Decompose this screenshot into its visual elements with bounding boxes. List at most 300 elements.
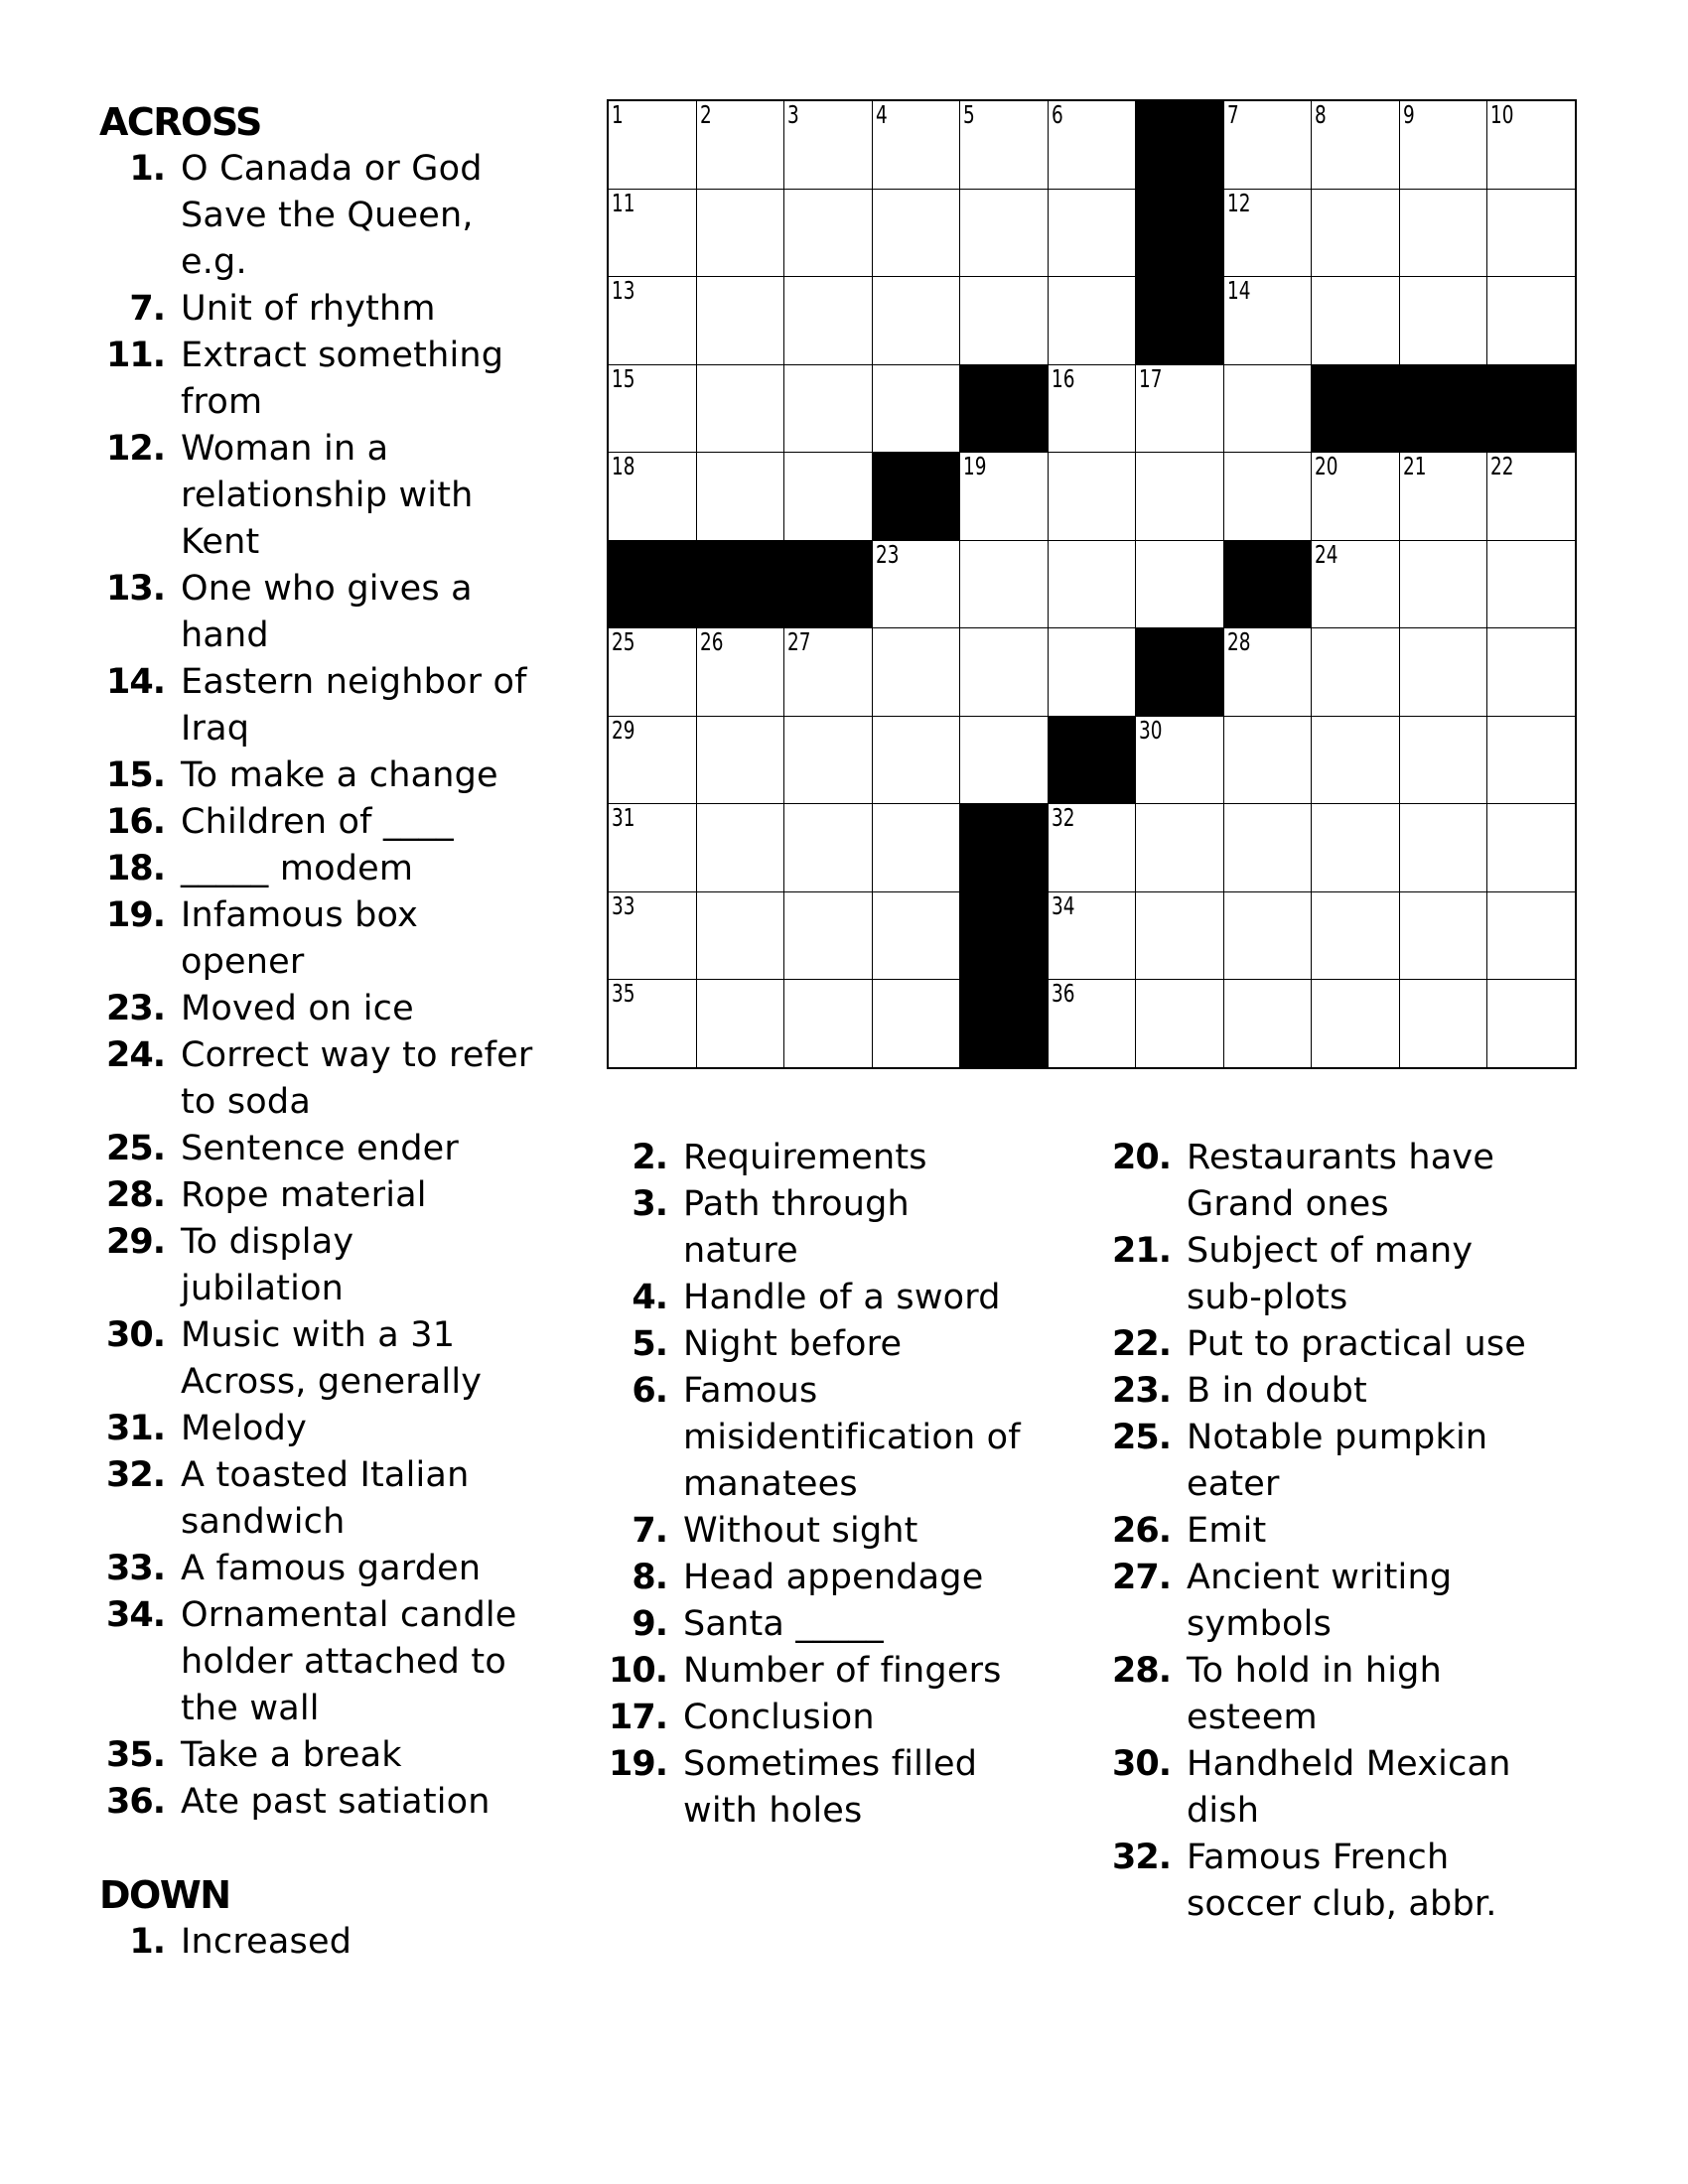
grid-cell[interactable]	[609, 628, 696, 716]
clue-number: 20.	[1111, 1138, 1171, 1177]
grid-cell[interactable]	[873, 892, 960, 980]
clue-item	[1105, 1741, 1621, 1835]
grid-cell[interactable]	[609, 804, 696, 891]
grid-cell[interactable]	[1400, 892, 1487, 980]
black-cell	[1312, 365, 1399, 453]
grid-cell[interactable]	[1224, 101, 1312, 189]
clue-text-line: Head appendage	[683, 1558, 984, 1597]
grid-cell[interactable]	[1224, 804, 1312, 891]
grid-cell[interactable]	[1400, 453, 1487, 540]
grid-cell[interactable]	[784, 277, 872, 364]
clue-number: 25.	[1111, 1418, 1171, 1457]
cell-number: 33	[612, 890, 635, 920]
grid-cell[interactable]	[960, 190, 1048, 277]
clue-number: 7.	[632, 1511, 667, 1551]
cell-number: 25	[612, 627, 635, 657]
grid-cell[interactable]	[1224, 277, 1312, 364]
clue-item	[1105, 1368, 1621, 1415]
clue-number: 23.	[105, 989, 165, 1028]
grid-cell[interactable]	[1049, 190, 1136, 277]
grid-cell[interactable]	[784, 365, 872, 453]
grid-cell[interactable]	[1312, 804, 1399, 891]
grid-cell[interactable]	[1487, 277, 1575, 364]
clue-item	[99, 286, 596, 333]
clue-text-line: Handle of a sword	[683, 1278, 1001, 1317]
grid-cell[interactable]	[1400, 717, 1487, 804]
grid-cell[interactable]	[1487, 628, 1575, 716]
clue-text-line: Famous French	[1187, 1838, 1450, 1877]
clue-text-line: esteem	[1187, 1698, 1318, 1737]
cell-number: 26	[699, 627, 724, 657]
clue-item	[99, 752, 596, 799]
black-cell	[1224, 541, 1312, 628]
clue-text-line: Melody	[181, 1409, 307, 1448]
across-heading: ACROSS	[99, 100, 261, 144]
grid-cell[interactable]	[1224, 980, 1312, 1067]
clue-text-line: Rope material	[181, 1175, 427, 1215]
grid-cell[interactable]	[960, 453, 1048, 540]
grid-cell[interactable]	[697, 453, 784, 540]
clue-item	[602, 1695, 1078, 1741]
clue-text-line: misidentification of	[683, 1418, 1021, 1457]
across-clue-list	[99, 146, 596, 1826]
grid-cell[interactable]	[1400, 277, 1487, 364]
clue-text-line: holder attached to	[181, 1642, 506, 1682]
clue-number: 32.	[105, 1455, 165, 1495]
grid-cell[interactable]	[697, 101, 784, 189]
grid-cell[interactable]	[1312, 980, 1399, 1067]
clue-text-line: B in doubt	[1187, 1371, 1367, 1411]
grid-cell[interactable]	[1136, 541, 1223, 628]
clue-text-line: Take a break	[181, 1735, 402, 1775]
black-cell	[609, 541, 696, 628]
grid-cell[interactable]	[1400, 101, 1487, 189]
grid-cell[interactable]	[960, 717, 1048, 804]
cell-number: 32	[1051, 803, 1075, 833]
clue-item	[602, 1601, 1078, 1648]
cell-number: 31	[612, 803, 635, 833]
grid-cell[interactable]	[1224, 892, 1312, 980]
clue-text-line: e.g.	[181, 242, 247, 282]
grid-cell[interactable]	[1224, 717, 1312, 804]
grid-cell[interactable]	[784, 190, 872, 277]
grid-cell[interactable]	[609, 717, 696, 804]
clue-number: 3.	[632, 1184, 667, 1224]
cell-number: 21	[1402, 452, 1427, 481]
clue-item	[602, 1368, 1078, 1508]
clue-item	[602, 1135, 1078, 1181]
cell-number: 29	[612, 715, 635, 745]
down-clue-list-2	[602, 1135, 1078, 1835]
grid-cell[interactable]	[1487, 980, 1575, 1067]
black-cell	[1400, 365, 1487, 453]
clue-text-line: Music with a 31	[181, 1315, 456, 1355]
grid-cell[interactable]	[697, 980, 784, 1067]
clue-text-line: Ornamental candle	[181, 1595, 517, 1635]
clue-item	[602, 1275, 1078, 1321]
cell-number: 17	[1139, 363, 1163, 393]
grid-cell[interactable]	[1312, 717, 1399, 804]
grid-cell[interactable]	[1312, 628, 1399, 716]
black-cell	[1049, 717, 1136, 804]
clue-item	[99, 799, 596, 846]
clue-text-line: eater	[1187, 1464, 1280, 1504]
clue-text-line: One who gives a	[181, 569, 473, 609]
black-cell	[960, 365, 1048, 453]
cell-number: 9	[1402, 100, 1415, 129]
clue-item	[1105, 1135, 1621, 1228]
grid-cell[interactable]	[697, 190, 784, 277]
clue-text-line: manatees	[683, 1464, 858, 1504]
clue-text-line: Iraq	[181, 709, 250, 749]
grid-cell[interactable]	[873, 277, 960, 364]
clue-number: 28.	[105, 1175, 165, 1215]
grid-cell[interactable]	[609, 892, 696, 980]
clue-text-line: sub-plots	[1187, 1278, 1348, 1317]
clue-number: 5.	[632, 1324, 667, 1364]
clue-number: 23.	[1111, 1371, 1171, 1411]
grid-cell[interactable]	[873, 541, 960, 628]
clue-item	[1105, 1508, 1621, 1555]
clue-text-line: To make a change	[181, 755, 498, 795]
grid-cell[interactable]	[873, 804, 960, 891]
clue-item	[99, 426, 596, 566]
cell-number: 27	[787, 627, 811, 657]
clue-text-line: relationship with	[181, 476, 474, 515]
grid-cell[interactable]	[784, 804, 872, 891]
clue-number: 16.	[105, 802, 165, 842]
clue-text-line: Extract something	[181, 336, 504, 375]
clue-number: 26.	[1111, 1511, 1171, 1551]
grid-cell[interactable]	[784, 980, 872, 1067]
clue-text-line: Restaurants have	[1187, 1138, 1495, 1177]
grid-cell[interactable]	[609, 980, 696, 1067]
cell-number: 8	[1315, 100, 1328, 129]
clue-text-line: Night before	[683, 1324, 903, 1364]
clue-text-line: To hold in high	[1187, 1651, 1442, 1691]
clue-item	[602, 1508, 1078, 1555]
cell-number: 11	[612, 188, 635, 217]
grid-cell[interactable]	[1049, 541, 1136, 628]
clue-text-line: hand	[181, 615, 269, 655]
grid-cell[interactable]	[1400, 190, 1487, 277]
down-clues-column-2	[602, 1135, 1078, 1835]
cell-number: 13	[612, 276, 635, 306]
crossword-grid	[607, 99, 1577, 1069]
clue-text-line: from	[181, 382, 263, 422]
clue-item	[99, 1219, 596, 1312]
grid-cell[interactable]	[1400, 980, 1487, 1067]
grid-cell[interactable]	[609, 101, 696, 189]
clue-number: 32.	[1111, 1838, 1171, 1877]
clue-text-line: _____ modem	[181, 849, 414, 888]
clue-text-line: A famous garden	[181, 1549, 482, 1588]
clue-number: 9.	[632, 1604, 667, 1644]
clue-text-line: dish	[1187, 1791, 1260, 1831]
black-cell	[960, 804, 1048, 891]
clue-number: 19.	[105, 895, 165, 935]
clue-item	[99, 1592, 596, 1732]
black-cell	[1136, 190, 1223, 277]
across-clues-column	[99, 99, 596, 1966]
black-cell	[1487, 365, 1575, 453]
grid-cell[interactable]	[960, 101, 1048, 189]
grid-cell[interactable]	[784, 101, 872, 189]
cell-number: 15	[612, 363, 635, 393]
down-clue-list-1	[99, 1919, 596, 1966]
grid-cell[interactable]	[1136, 717, 1223, 804]
grid-cell[interactable]	[1487, 190, 1575, 277]
clue-item	[99, 986, 596, 1032]
clue-item	[602, 1181, 1078, 1275]
clue-number: 24.	[105, 1035, 165, 1075]
black-cell	[1136, 277, 1223, 364]
grid-cell[interactable]	[1312, 277, 1399, 364]
clue-item	[99, 846, 596, 892]
clue-text-line: Requirements	[683, 1138, 927, 1177]
clue-item	[602, 1555, 1078, 1601]
cell-number: 22	[1490, 452, 1514, 481]
clue-text-line: Ancient writing	[1187, 1558, 1453, 1597]
clue-number: 12.	[105, 429, 165, 469]
black-cell	[1136, 628, 1223, 716]
grid-cell[interactable]	[1224, 628, 1312, 716]
grid-cell[interactable]	[784, 453, 872, 540]
grid-cell[interactable]	[1312, 892, 1399, 980]
grid-cell[interactable]	[873, 628, 960, 716]
cell-number: 36	[1051, 979, 1075, 1009]
clue-number: 27.	[1111, 1558, 1171, 1597]
grid-cell[interactable]	[1487, 804, 1575, 891]
grid-cell[interactable]	[697, 717, 784, 804]
clue-text-line: Across, generally	[181, 1362, 483, 1402]
clue-item	[99, 892, 596, 986]
clue-number: 13.	[105, 569, 165, 609]
grid-cell[interactable]	[873, 717, 960, 804]
clue-item	[1105, 1835, 1621, 1928]
clue-item	[99, 1732, 596, 1779]
down-clue-list-3	[1105, 1135, 1621, 1928]
clue-number: 21.	[1111, 1231, 1171, 1271]
black-cell	[697, 541, 784, 628]
clue-text-line: symbols	[1187, 1604, 1333, 1644]
clue-item	[99, 1546, 596, 1592]
cell-number: 18	[612, 452, 635, 481]
cell-number: 34	[1051, 890, 1075, 920]
clue-text-line: Path through	[683, 1184, 910, 1224]
clue-text-line: Santa _____	[683, 1604, 884, 1644]
clue-item	[99, 1452, 596, 1546]
clue-item	[1105, 1555, 1621, 1648]
grid-cell[interactable]	[873, 101, 960, 189]
clue-number: 18.	[105, 849, 165, 888]
grid-cell[interactable]	[697, 892, 784, 980]
clue-number: 30.	[105, 1315, 165, 1355]
grid-cell[interactable]	[697, 365, 784, 453]
clue-text-line: Moved on ice	[181, 989, 414, 1028]
cell-number: 30	[1139, 715, 1163, 745]
clue-text-line: soccer club, abbr.	[1187, 1884, 1497, 1924]
clue-item	[99, 1172, 596, 1219]
clue-text-line: to soda	[181, 1082, 311, 1122]
clue-item	[99, 1312, 596, 1406]
clue-number: 15.	[105, 755, 165, 795]
grid-cell[interactable]	[697, 628, 784, 716]
cell-number: 23	[875, 539, 900, 569]
grid-cell[interactable]	[960, 628, 1048, 716]
clue-item	[99, 1919, 596, 1966]
grid-cell[interactable]	[873, 365, 960, 453]
clue-number: 33.	[105, 1549, 165, 1588]
cell-number: 14	[1226, 276, 1251, 306]
clue-text-line: nature	[683, 1231, 798, 1271]
clue-number: 2.	[632, 1138, 667, 1177]
grid-cell[interactable]	[1487, 541, 1575, 628]
clue-item	[99, 1406, 596, 1452]
cell-number: 2	[699, 100, 712, 129]
clue-text-line: Without sight	[683, 1511, 918, 1551]
grid-cell[interactable]	[1136, 804, 1223, 891]
grid-cell[interactable]	[609, 190, 696, 277]
clue-text-line: Notable pumpkin	[1187, 1418, 1488, 1457]
grid-cell[interactable]	[1487, 453, 1575, 540]
down-clues-column-3	[1105, 1135, 1621, 1928]
clue-item	[1105, 1648, 1621, 1741]
grid-cell[interactable]	[784, 892, 872, 980]
black-cell	[873, 453, 960, 540]
clue-item	[99, 333, 596, 426]
grid-cell[interactable]	[1224, 190, 1312, 277]
grid-cell[interactable]	[1049, 892, 1136, 980]
clue-number: 22.	[1111, 1324, 1171, 1364]
grid-cell[interactable]	[1312, 453, 1399, 540]
clue-text-line: with holes	[683, 1791, 863, 1831]
clue-text-line: A toasted Italian	[181, 1455, 470, 1495]
grid-cell[interactable]	[1049, 101, 1136, 189]
grid-cell[interactable]	[609, 365, 696, 453]
grid-cell[interactable]	[1487, 717, 1575, 804]
grid-cell[interactable]	[784, 717, 872, 804]
clue-text-line: Sometimes filled	[683, 1744, 978, 1784]
grid-cell[interactable]	[1049, 628, 1136, 716]
clue-item	[602, 1321, 1078, 1368]
grid-cell[interactable]	[1312, 101, 1399, 189]
grid-cell[interactable]	[1487, 892, 1575, 980]
black-cell	[1136, 101, 1223, 189]
black-cell	[960, 980, 1048, 1067]
clue-number: 4.	[632, 1278, 667, 1317]
cell-number: 28	[1226, 627, 1251, 657]
cell-number: 16	[1051, 363, 1075, 393]
section-spacer	[99, 1826, 596, 1872]
grid-cell[interactable]	[873, 980, 960, 1067]
grid-cell[interactable]	[1049, 804, 1136, 891]
grid-cell[interactable]	[609, 277, 696, 364]
clue-number: 30.	[1111, 1744, 1171, 1784]
cell-number: 24	[1315, 539, 1338, 569]
black-cell	[960, 892, 1048, 980]
clue-text-line: Conclusion	[683, 1698, 875, 1737]
clue-item	[602, 1741, 1078, 1835]
clue-number: 25.	[105, 1129, 165, 1168]
grid-cell[interactable]	[697, 804, 784, 891]
cell-number: 12	[1226, 188, 1251, 217]
grid-cell[interactable]	[1224, 365, 1312, 453]
grid-cell[interactable]	[1136, 892, 1223, 980]
cell-number: 7	[1226, 100, 1239, 129]
cell-number: 3	[787, 100, 799, 129]
grid-cell[interactable]	[1136, 980, 1223, 1067]
grid-cell[interactable]	[1049, 453, 1136, 540]
cell-number: 19	[963, 452, 987, 481]
clue-number: 6.	[632, 1371, 667, 1411]
cell-number: 20	[1315, 452, 1338, 481]
clue-text-line: opener	[181, 942, 305, 982]
grid-cell[interactable]	[697, 277, 784, 364]
grid-cell[interactable]	[1049, 277, 1136, 364]
clue-number: 34.	[105, 1595, 165, 1635]
cell-number: 6	[1051, 100, 1063, 129]
grid-cell[interactable]	[1400, 541, 1487, 628]
clue-text-line: Children of ____	[181, 802, 454, 842]
cell-number: 4	[875, 100, 888, 129]
clue-text-line: Correct way to refer	[181, 1035, 533, 1075]
cell-number: 1	[612, 100, 624, 129]
grid-cell[interactable]	[1049, 365, 1136, 453]
clue-number: 29.	[105, 1222, 165, 1262]
cell-number: 35	[612, 979, 635, 1009]
clue-text-line: Increased	[181, 1922, 352, 1962]
grid-cell[interactable]	[784, 628, 872, 716]
clue-text-line: Handheld Mexican	[1187, 1744, 1511, 1784]
clue-text-line: Ate past satiation	[181, 1782, 491, 1822]
clue-item	[1105, 1415, 1621, 1508]
clue-text-line: Grand ones	[1187, 1184, 1389, 1224]
clue-number: 14.	[105, 662, 165, 702]
grid-cell[interactable]	[1049, 980, 1136, 1067]
grid-cell[interactable]	[873, 190, 960, 277]
clue-item	[99, 1779, 596, 1826]
grid-cell[interactable]	[1400, 804, 1487, 891]
clue-item	[99, 659, 596, 752]
grid-cell[interactable]	[1136, 453, 1223, 540]
clue-item	[99, 1032, 596, 1126]
grid-cell[interactable]	[609, 453, 696, 540]
clue-number: 1.	[129, 149, 165, 189]
grid-cell[interactable]	[1136, 365, 1223, 453]
grid-cell[interactable]	[960, 277, 1048, 364]
grid-cell[interactable]	[1312, 190, 1399, 277]
grid-cell[interactable]	[960, 541, 1048, 628]
grid-cell[interactable]	[1487, 101, 1575, 189]
clue-number: 11.	[105, 336, 165, 375]
down-heading: DOWN	[99, 1873, 230, 1917]
clue-text-line: Unit of rhythm	[181, 289, 436, 329]
clue-text-line: Number of fingers	[683, 1651, 1002, 1691]
clue-item	[99, 1126, 596, 1172]
clue-number: 36.	[105, 1782, 165, 1822]
clue-text-line: Subject of many	[1187, 1231, 1474, 1271]
grid-cell[interactable]	[1400, 628, 1487, 716]
clue-item	[99, 566, 596, 659]
clue-item	[1105, 1321, 1621, 1368]
clue-text-line: sandwich	[181, 1502, 346, 1542]
grid-cell[interactable]	[1224, 453, 1312, 540]
clue-item	[99, 146, 596, 286]
clue-number: 7.	[129, 289, 165, 329]
clue-text-line: the wall	[181, 1689, 320, 1728]
grid-cell[interactable]	[1312, 541, 1399, 628]
